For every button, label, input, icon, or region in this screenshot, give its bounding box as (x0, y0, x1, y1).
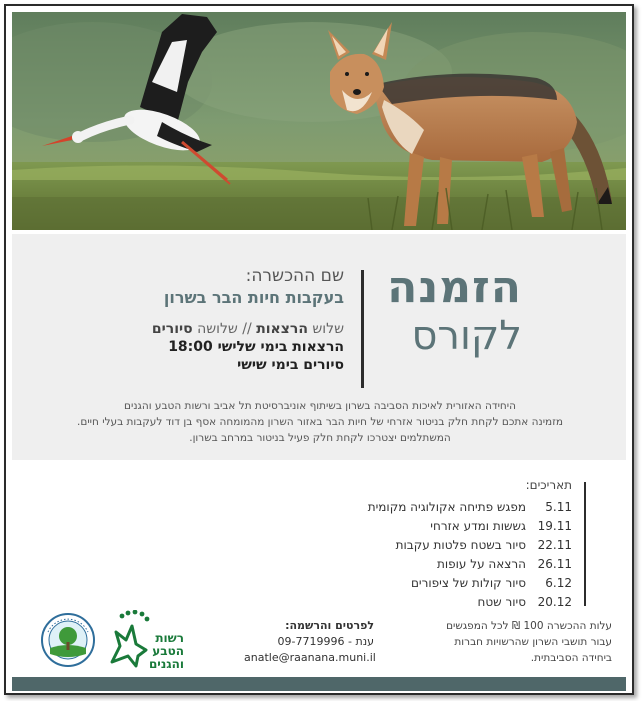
contact-phone[interactable]: ענת - 09-7719996 (277, 635, 374, 648)
date-row (242, 555, 572, 574)
date-row (242, 517, 572, 536)
contact-title: לפרטים והרשמה: (285, 619, 374, 632)
course-label: שם ההכשרה: (245, 266, 344, 286)
description-line-3: המשתלמים יצטרכו לקחת חלק פעיל בניטור במרחב בשרון. (189, 432, 451, 444)
course-fee (382, 618, 612, 666)
date-event: מפגש פתיחה אקולוגיה מקומית (367, 500, 526, 514)
footer-bar (12, 677, 626, 691)
date-row (242, 593, 572, 612)
date-row (242, 536, 572, 555)
nature-logo-line-2: הטבע (152, 644, 184, 658)
dates-divider (584, 482, 586, 606)
date-row (242, 574, 572, 593)
contact-email[interactable]: anatle@raanana.muni.il (244, 651, 376, 664)
fee-line-3: ביחידה הסביבתית. (530, 652, 612, 664)
fee-line-2: עבור תושבי השרון שהרשויות חברות (454, 636, 612, 648)
invitation-line-1: הזמנה (387, 262, 522, 313)
description-line-2: מזמינה אתכם לקחת חלק בניטור אזרחי של חיות הבר באזור השרון מהמומחה אסף בן דוד לעקבות בעלי חיים. (77, 416, 563, 428)
nature-logo-line-3: והגנים (148, 657, 184, 671)
invitation-title (372, 262, 522, 359)
invitation-line-2: לקורס (411, 313, 522, 359)
date-value: 19.11 (537, 519, 572, 533)
date-value: 20.12 (537, 595, 572, 609)
date-value: 6.12 (545, 576, 572, 590)
info-band (12, 234, 626, 460)
flyer (4, 4, 634, 695)
course-format (84, 321, 344, 337)
date-value: 26.11 (537, 557, 572, 571)
format-tours: סיורים (151, 321, 193, 337)
environmental-unit-logo (40, 612, 96, 668)
format-lectures: הרצאות (256, 321, 308, 337)
course-name: בעקבות חיות הבר בשרון (163, 288, 344, 307)
date-row (242, 498, 572, 517)
tour-schedule: סיורים בימי שישי (237, 357, 344, 373)
date-event: גששות ומדע אזרחי (430, 519, 526, 533)
nature-logo-line-1: רשות (155, 631, 184, 645)
dates-header: תאריכים: (525, 478, 572, 492)
date-value: 5.11 (545, 500, 572, 514)
divider (361, 270, 364, 388)
course-info (84, 266, 344, 373)
course-description (32, 398, 608, 446)
dates-list (242, 478, 572, 612)
fee-line-1: עלות ההכשרה 100 ₪ לכל המפגשים (446, 620, 612, 632)
date-event: סיור בשטח פלטות עקבות (395, 538, 526, 552)
nature-authority-logo (106, 610, 186, 672)
lecture-schedule: הרצאות בימי שלישי 18:00 (168, 339, 344, 355)
description-line-1: היחידה האזורית לאיכות הסביבה בשרון בשיתוף אוניברסיטת תל אביב ורשות הטבע והגנים (124, 400, 516, 412)
date-value: 22.11 (537, 538, 572, 552)
hero-photo (12, 12, 626, 230)
format-prefix: שלוש (312, 321, 344, 337)
format-sep: // שלושה (197, 321, 252, 337)
date-event: סיור שטח (477, 595, 526, 609)
date-event: הרצאה על עופות (437, 557, 526, 571)
contact-info (244, 618, 374, 666)
date-event: סיור קולות של ציפורים (410, 576, 526, 590)
